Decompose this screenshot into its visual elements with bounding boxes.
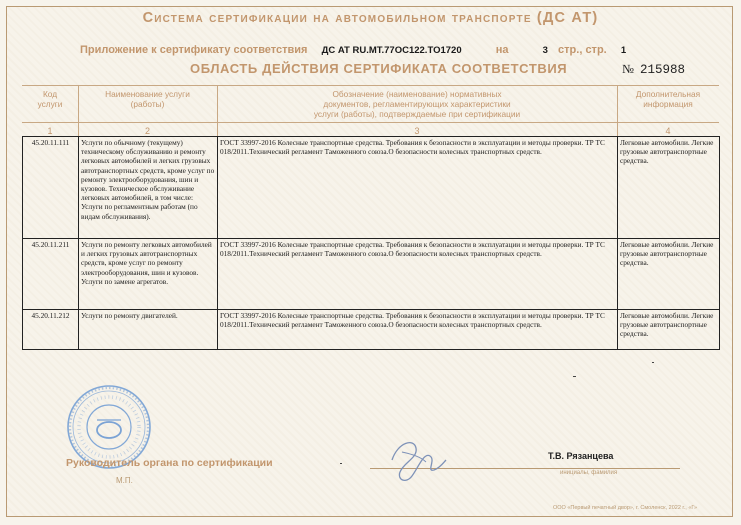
service-name: Услуги по ремонту двигателей.	[79, 310, 218, 350]
appendix-line	[80, 44, 626, 56]
normative-docs: ГОСТ 33997-2016 Колесные транспортные средства. Требования к безопасности в эксплуатации и методы проверки. ТР ТС 018/2011.Технический регламент Таможенного союза.О безопасности колесных транспортных средств.	[218, 137, 618, 239]
column-header-code: Код услуги	[37, 89, 63, 109]
column-header-name: Наименование услуги (работы)	[105, 89, 190, 109]
appendix-page-number: 1	[620, 45, 627, 56]
column-number: 3	[414, 126, 420, 136]
system-title: Система сертификации на автомобильном транспорте (ДС АТ)	[142, 10, 599, 26]
service-name: Услуги по обычному (текущему) техническому обслуживанию и ремонту легковых автомобилей и легких грузовых автотранспортных средств, кроме услуг по ремонту электрооборудования, шин и кузовов. Техническое обслуживание легковых автомобилей, в том числе: Услуги по регламентным работам (по видам обслуживания).	[79, 137, 218, 239]
additional-info: Легковые автомобили. Легкие грузовые автотранспортные средства.	[618, 310, 720, 350]
service-code: 45.20.11.212	[23, 310, 79, 350]
service-code: 45.20.11.111	[23, 137, 79, 239]
service-name: Услуги по ремонту легковых автомобилей и легких грузовых автотранспортных средств, кроме услуг по ремонту электрооборудования, шин и кузовов. Услуги по замене агрегатов.	[79, 239, 218, 310]
additional-info: Легковые автомобили. Легкие грузовые автотранспортные средства.	[618, 137, 720, 239]
signatory-label: Руководитель органа по сертификации	[66, 457, 273, 469]
name-hint: инициалы, фамилия	[560, 470, 618, 476]
service-code: 45.20.11.211	[23, 239, 79, 310]
registration-number	[622, 62, 685, 77]
registration-number-value: 215988	[639, 63, 685, 77]
speck	[573, 376, 576, 377]
normative-docs: ГОСТ 33997-2016 Колесные транспортные средства. Требования к безопасности в эксплуатации и методы проверки. ТР ТС 018/2011.Технический регламент Таможенного союза.О безопасности колесных транспортных средств.	[218, 310, 618, 350]
speck	[340, 463, 342, 464]
appendix-pages-label: стр., стр.	[558, 44, 607, 56]
header-top-rule	[22, 85, 719, 86]
table-row	[23, 310, 720, 350]
header-mid-rule	[22, 122, 719, 123]
column-number: 2	[144, 126, 150, 136]
appendix-on-label: на	[495, 44, 509, 56]
column-number: 4	[665, 126, 671, 136]
table-row	[23, 137, 720, 239]
scope-table	[22, 136, 720, 350]
stamp-label: М.П.	[116, 476, 133, 485]
column-header-info: Дополнительная информация	[635, 89, 701, 109]
speck	[652, 362, 654, 363]
scope-title: ОБЛАСТЬ ДЕЙСТВИЯ СЕРТИФИКАТА СООТВЕТСТВИЯ	[190, 61, 568, 76]
printer-imprint: ООО «Первый печатный двор», г. Смоленск, 2022 г., «Г»	[553, 505, 698, 511]
signatory-name: Т.В. Рязанцева	[548, 451, 614, 461]
column-number: 1	[47, 126, 53, 136]
additional-info: Легковые автомобили. Легкие грузовые автотранспортные средства.	[618, 239, 720, 310]
column-header-docs: Обозначение (наименование) нормативных документов, регламентирующих характеристики услуги (работы), подтверждаемые при сертификации	[313, 89, 521, 119]
appendix-pages: 3	[542, 45, 548, 56]
table-row	[23, 239, 720, 310]
number-sign: №	[622, 62, 634, 76]
certificate-number: ДС AT RU.MT.77OC122.TO1720	[321, 45, 462, 56]
appendix-label: Приложение к сертификату соответствия	[80, 44, 308, 56]
handwritten-signature	[380, 432, 450, 487]
normative-docs: ГОСТ 33997-2016 Колесные транспортные средства. Требования к безопасности в эксплуатации и методы проверки. ТР ТС 018/2011.Технический регламент Таможенного союза.О безопасности колесных транспортных средств.	[218, 239, 618, 310]
